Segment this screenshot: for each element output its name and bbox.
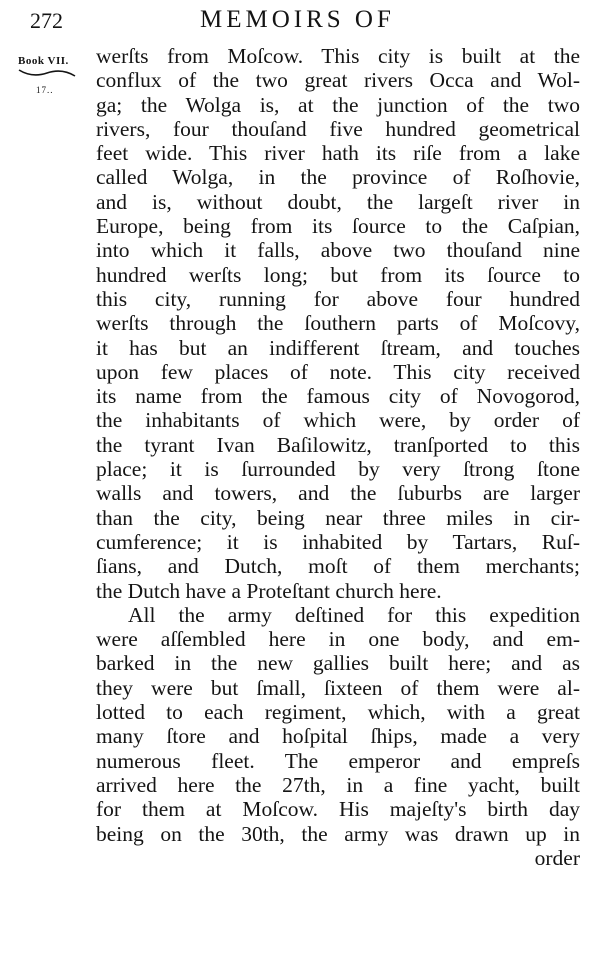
text-line: arrived here the 27th, in a fine yacht, built bbox=[96, 772, 580, 797]
text-line: the Dutch have a Proteſtant church here. bbox=[96, 578, 442, 603]
text-line: into which it falls, above two thouſand nine bbox=[96, 238, 580, 263]
text-line: place; it is ſurrounded by very ſtrong ſtone bbox=[96, 457, 580, 482]
text-line: called Wolga, in the province of Roſhovie, bbox=[96, 165, 580, 190]
text-line: barked in the new gallies built here; and as bbox=[96, 651, 580, 676]
catchword: order bbox=[534, 845, 580, 870]
text-line: walls and towers, and the ſuburbs are larger bbox=[96, 481, 580, 506]
page-title: MEMOIRS OF bbox=[200, 6, 395, 33]
margin-year: 17.. bbox=[36, 85, 54, 95]
text-line: they were but ſmall, ſixteen of them were al- bbox=[96, 675, 580, 700]
text-line: conflux of the two great rivers Occa and Wol- bbox=[96, 68, 580, 93]
text-line: ga; the Wolga is, at the junction of the two bbox=[96, 92, 580, 117]
text-line: the inhabitants of which were, by order of bbox=[96, 408, 580, 433]
text-line: numerous fleet. The emperor and empreſs bbox=[96, 748, 580, 773]
text-line: its name from the famous city of Novogorod, bbox=[96, 384, 580, 409]
body-text bbox=[96, 44, 580, 870]
text-line: the tyrant Ivan Baſilowitz, tranſported to this bbox=[96, 432, 580, 457]
text-line: Europe, being from its ſource to the Caſpian, bbox=[96, 214, 580, 239]
text-line: ſians, and Dutch, moſt of them merchants; bbox=[96, 554, 580, 579]
text-line: this city, running for above four hundred bbox=[96, 286, 580, 311]
margin-book-label: Book VII. bbox=[18, 55, 69, 67]
page-number: 272 bbox=[30, 8, 63, 33]
text-line: than the city, being near three miles in cir- bbox=[96, 505, 580, 530]
margin-note bbox=[18, 55, 98, 95]
text-line: it has but an indifferent ſtream, and touches bbox=[96, 335, 580, 360]
margin-brace-ornament bbox=[18, 67, 76, 79]
text-line: hundred werſts long; but from its ſource to bbox=[96, 262, 580, 287]
text-line: for them at Moſcow. His majeſty's birth day bbox=[96, 797, 580, 822]
text-line: and is, without doubt, the largeſt river in bbox=[96, 189, 580, 214]
text-line: cumference; it is inhabited by Tartars, Ruſ- bbox=[96, 529, 580, 554]
text-line: werſts from Moſcow. This city is built at the bbox=[96, 44, 580, 68]
running-head bbox=[0, 6, 594, 36]
text-line: rivers, four thouſand five hundred geometrical bbox=[96, 116, 580, 141]
text-line: lotted to each regiment, which, with a great bbox=[96, 700, 580, 725]
text-line: upon few places of note. This city received bbox=[96, 359, 580, 384]
text-line: being on the 30th, the army was drawn up in bbox=[96, 821, 580, 846]
text-line: many ſtore and hoſpital ſhips, made a very bbox=[96, 724, 580, 749]
text-line: feet wide. This river hath its riſe from a lake bbox=[96, 141, 580, 166]
text-line: All the army deſtined for this expedition bbox=[128, 602, 580, 627]
text-line: were aſſembled here in one body, and em- bbox=[96, 627, 580, 652]
text-line: werſts through the ſouthern parts of Moſcovy, bbox=[96, 311, 580, 336]
